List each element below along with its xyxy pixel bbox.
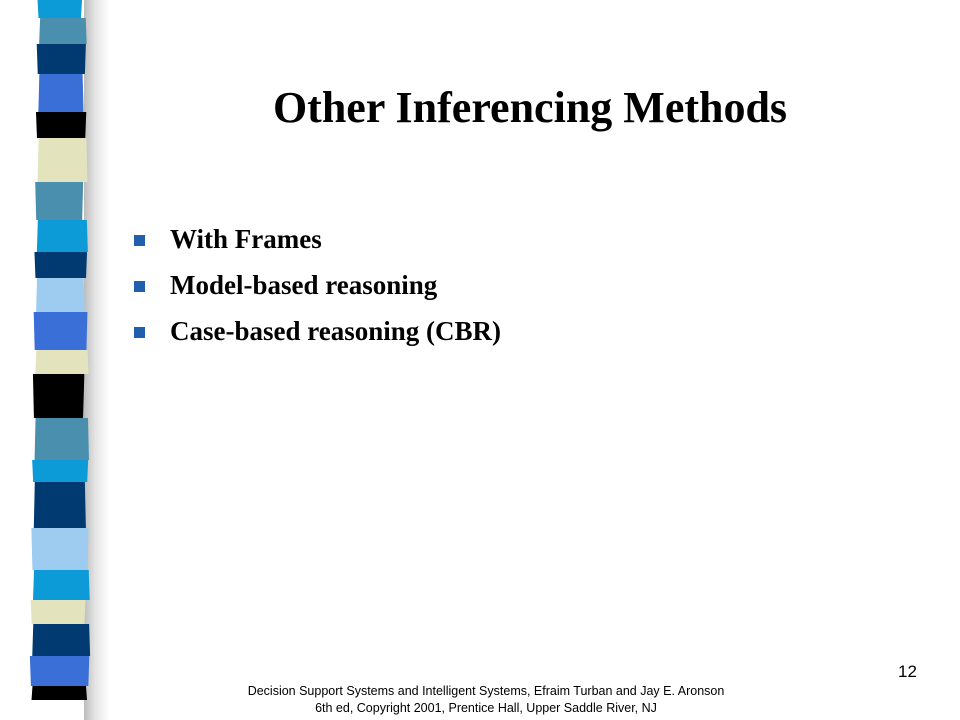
footer-line-1: Decision Support Systems and Intelligent Systems, Efraim Turban and Jay E. Aronson: [247, 684, 725, 698]
bullet-item-case-based: [134, 308, 501, 354]
stripe-block: [33, 374, 84, 418]
stripe-block: [35, 350, 88, 374]
stripe-block: [34, 482, 86, 528]
bullet-text: Case-based reasoning (CBR): [170, 315, 502, 346]
bullet-list: [134, 216, 501, 354]
stripe-block: [38, 0, 83, 18]
bullet-text: Model-based reasoning: [170, 269, 438, 300]
stripe-block: [33, 570, 90, 600]
decorative-stripe-band: [0, 0, 110, 720]
stripe-block: [31, 600, 86, 624]
stripe-block: [39, 18, 87, 44]
footer-line-2: 6th ed, Copyright 2001, Prentice Hall, Upper Saddle River, NJ: [315, 701, 657, 715]
bullet-item-frames: [134, 216, 501, 262]
square-bullet-icon: [134, 327, 145, 338]
slide-title: Other Inferencing Methods: [272, 83, 788, 132]
stripe-block: [38, 138, 88, 182]
stripe-block: [32, 686, 88, 700]
bullet-text: With Frames: [170, 223, 322, 254]
square-bullet-icon: [134, 281, 145, 292]
stripe-block: [32, 460, 88, 482]
stripe-block: [37, 220, 88, 252]
stripe-block: [37, 44, 86, 74]
bullet-item-model-based: [134, 262, 501, 308]
stripe-block: [36, 112, 86, 138]
square-bullet-icon: [134, 235, 145, 246]
stripe-block: [38, 74, 83, 112]
stripe-block: [35, 418, 89, 460]
stripe-block: [35, 182, 83, 220]
page-number: 12: [898, 662, 917, 681]
stripe-block: [31, 528, 88, 570]
footer-citation: [186, 683, 786, 717]
stripe-block: [34, 312, 88, 350]
stripe-block: [36, 278, 85, 312]
stripe-block: [32, 624, 90, 656]
stripe-block: [30, 656, 89, 686]
stripe-block: [34, 252, 87, 278]
